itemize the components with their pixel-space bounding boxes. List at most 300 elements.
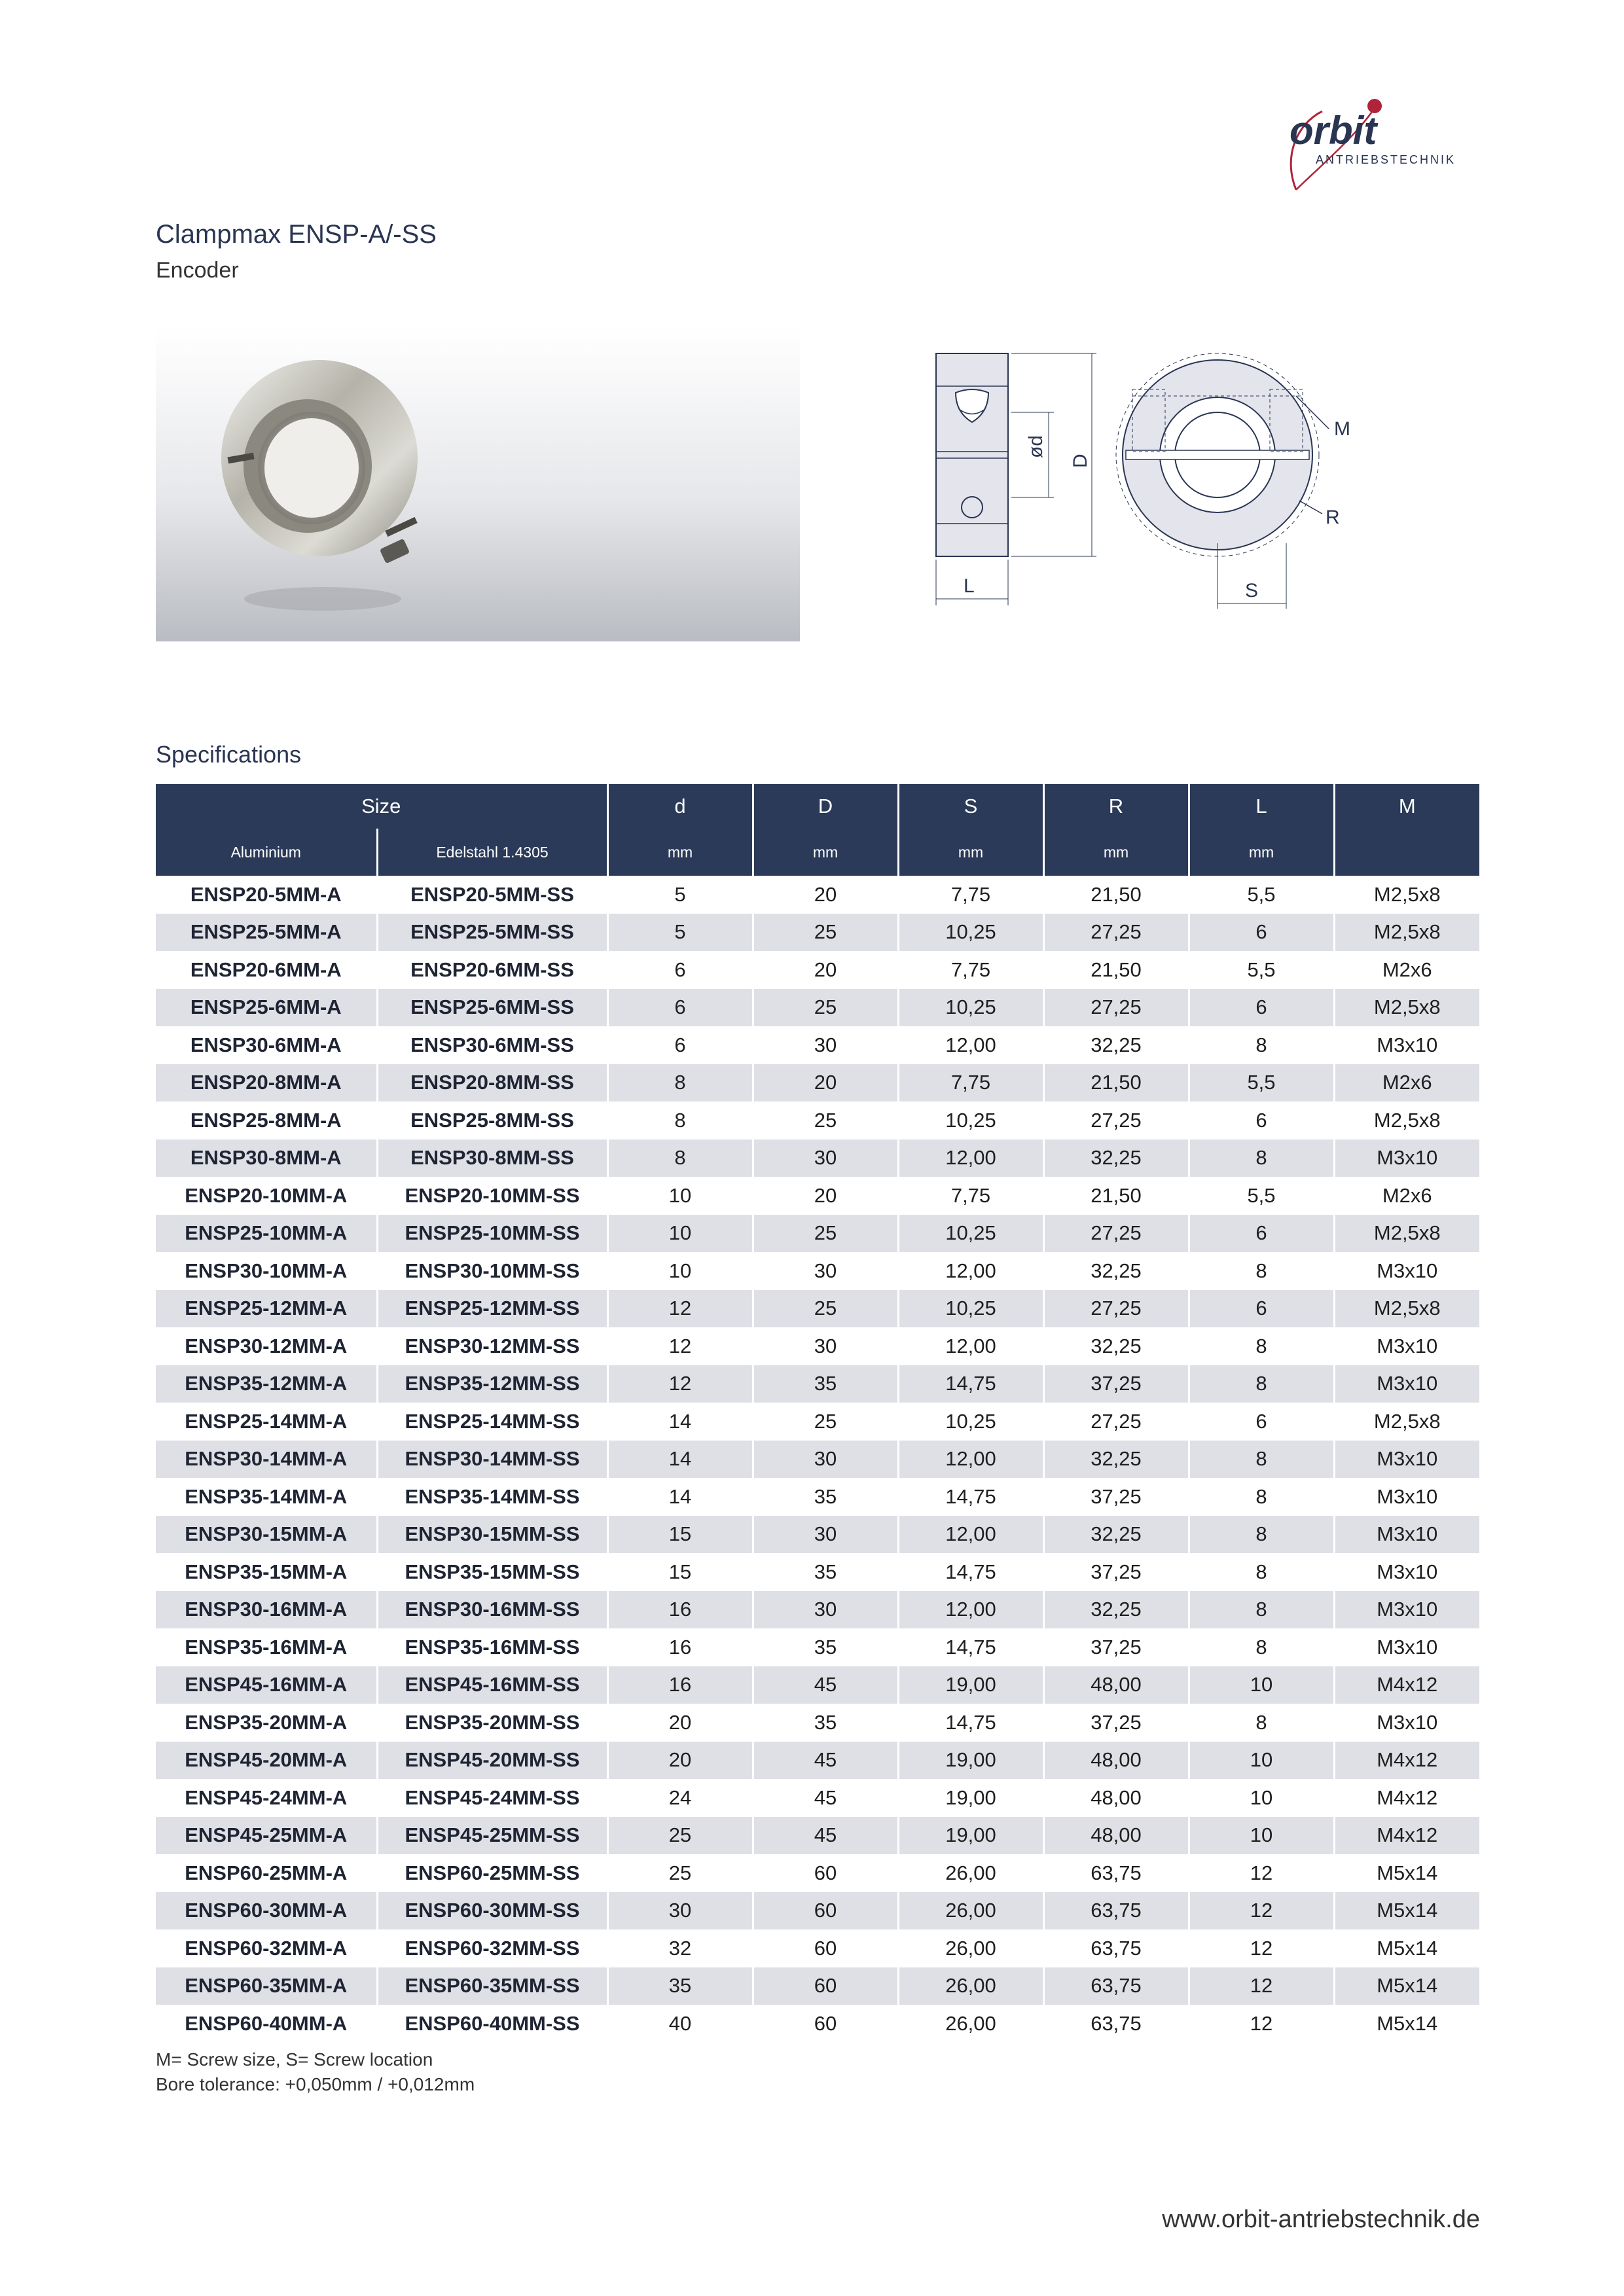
cell-d: 14 <box>607 1441 753 1479</box>
unit-M <box>1334 829 1479 876</box>
cell-d: 30 <box>607 1892 753 1930</box>
cell-S: 14,75 <box>898 1704 1043 1742</box>
cell-M: M3x10 <box>1334 1704 1479 1742</box>
cell-M: M4x12 <box>1334 1779 1479 1817</box>
cell-edelstahl: ENSP45-24MM-SS <box>377 1779 607 1817</box>
unit-R: mm <box>1043 829 1189 876</box>
table-row <box>156 1516 1479 1554</box>
cell-d: 14 <box>607 1403 753 1441</box>
cell-aluminium: ENSP60-25MM-A <box>185 1861 348 1884</box>
cell-M: M2,5x8 <box>1334 876 1479 914</box>
cell-d: 12 <box>607 1365 753 1403</box>
cell-D: 30 <box>753 1441 898 1479</box>
header-R: R <box>1043 784 1189 829</box>
cell-d: 15 <box>607 1516 753 1554</box>
cell-M: M2x6 <box>1334 951 1479 989</box>
cell-D: 20 <box>753 951 898 989</box>
cell-aluminium: ENSP30-12MM-A <box>185 1334 348 1357</box>
cell-D: 30 <box>753 1591 898 1629</box>
cell-edelstahl: ENSP35-12MM-SS <box>377 1365 607 1403</box>
cell-aluminium: ENSP35-16MM-A <box>185 1635 348 1659</box>
cell-S: 26,00 <box>898 1854 1043 1892</box>
unit-S: mm <box>898 829 1043 876</box>
cell-D: 60 <box>753 1892 898 1930</box>
cell-edelstahl: ENSP30-10MM-SS <box>377 1252 607 1290</box>
cell-R: 48,00 <box>1043 1779 1189 1817</box>
table-row <box>156 876 1479 914</box>
cell-S: 12,00 <box>898 1516 1043 1554</box>
cell-edelstahl: ENSP20-10MM-SS <box>377 1177 607 1215</box>
table-row <box>156 1252 1479 1290</box>
header-M: M <box>1334 784 1479 829</box>
cell-d: 20 <box>607 1742 753 1780</box>
cell-edelstahl: ENSP60-35MM-SS <box>377 1967 607 2005</box>
header-aluminium: Aluminium <box>156 829 377 876</box>
table-row <box>156 1591 1479 1629</box>
cell-R: 37,25 <box>1043 1553 1189 1591</box>
cell-L: 5,5 <box>1189 1064 1334 1102</box>
cell-R: 37,25 <box>1043 1628 1189 1666</box>
cell-L: 10 <box>1189 1666 1334 1704</box>
cell-aluminium: ENSP45-20MM-A <box>156 1742 377 1780</box>
cell-edelstahl: ENSP60-40MM-SS <box>377 2005 607 2043</box>
cell-aluminium: ENSP25-5MM-A <box>156 914 377 952</box>
cell-R: 37,25 <box>1043 1704 1189 1742</box>
table-row <box>156 1327 1479 1365</box>
cell-edelstahl: ENSP45-16MM-SS <box>377 1666 607 1704</box>
cell-aluminium: ENSP35-20MM-A <box>185 1710 348 1734</box>
cell-S: 7,75 <box>898 1064 1043 1102</box>
table-row <box>156 1365 1479 1403</box>
cell-L: 6 <box>1189 1403 1334 1441</box>
cell-M: M3x10 <box>1334 1516 1479 1554</box>
product-photo <box>156 327 800 641</box>
cell-L: 6 <box>1189 1102 1334 1139</box>
cell-d: 6 <box>607 1026 753 1064</box>
cell-D: 60 <box>753 1929 898 1967</box>
cell-M: M3x10 <box>1334 1139 1479 1177</box>
cell-aluminium: ENSP60-40MM-A <box>185 2011 348 2035</box>
cell-D: 25 <box>753 1290 898 1328</box>
cell-edelstahl: ENSP45-25MM-SS <box>377 1817 607 1855</box>
cell-L: 8 <box>1189 1704 1334 1742</box>
table-row <box>156 1026 1479 1064</box>
cell-M: M3x10 <box>1334 1553 1479 1591</box>
cell-R: 27,25 <box>1043 989 1189 1027</box>
cell-R: 37,25 <box>1043 1365 1189 1403</box>
cell-aluminium: ENSP60-32MM-A <box>185 1936 348 1960</box>
technical-drawing <box>929 347 1401 615</box>
logo-brand: orbit <box>1290 109 1377 152</box>
specifications-table-body <box>156 876 1479 2043</box>
cell-aluminium: ENSP45-25MM-A <box>156 1817 377 1855</box>
cell-S: 14,75 <box>898 1365 1043 1403</box>
cell-D: 20 <box>753 876 898 914</box>
cell-S: 14,75 <box>898 1553 1043 1591</box>
orbit-logo-graphic <box>1276 98 1486 209</box>
orbit-logo <box>1276 98 1486 209</box>
table-row <box>156 951 1479 989</box>
cell-R: 27,25 <box>1043 1290 1189 1328</box>
cell-L: 8 <box>1189 1516 1334 1554</box>
header-d: d <box>607 784 753 829</box>
cell-edelstahl: ENSP30-15MM-SS <box>377 1516 607 1554</box>
cell-d: 5 <box>607 876 753 914</box>
table-row <box>156 1704 1479 1742</box>
cell-L: 6 <box>1189 1215 1334 1253</box>
cell-D: 30 <box>753 1139 898 1177</box>
cell-L: 8 <box>1189 1327 1334 1365</box>
cell-edelstahl: ENSP20-5MM-SS <box>377 876 607 914</box>
cell-R: 63,75 <box>1043 1854 1189 1892</box>
table-row <box>156 1628 1479 1666</box>
table-row <box>156 1441 1479 1479</box>
cell-D: 35 <box>753 1478 898 1516</box>
cell-L: 8 <box>1189 1553 1334 1591</box>
label-R: R <box>1326 507 1340 528</box>
cell-M: M5x14 <box>1334 1967 1479 2005</box>
cell-M: M2,5x8 <box>1334 1290 1479 1328</box>
cell-edelstahl: ENSP25-8MM-SS <box>377 1102 607 1139</box>
cell-R: 32,25 <box>1043 1327 1189 1365</box>
cell-R: 32,25 <box>1043 1591 1189 1629</box>
cell-D: 25 <box>753 914 898 952</box>
cell-R: 37,25 <box>1043 1478 1189 1516</box>
cell-M: M2,5x8 <box>1334 1403 1479 1441</box>
cell-M: M3x10 <box>1334 1252 1479 1290</box>
cell-M: M5x14 <box>1334 1929 1479 1967</box>
cell-S: 10,25 <box>898 1215 1043 1253</box>
table-row <box>156 1139 1479 1177</box>
cell-d: 16 <box>607 1666 753 1704</box>
header-size: Size <box>156 784 607 829</box>
cell-D: 45 <box>753 1666 898 1704</box>
cell-L: 12 <box>1189 1929 1334 1967</box>
table-row <box>156 1177 1479 1215</box>
table-row <box>156 914 1479 952</box>
cell-M: M3x10 <box>1334 1365 1479 1403</box>
cell-R: 32,25 <box>1043 1516 1189 1554</box>
cell-M: M3x10 <box>1334 1591 1479 1629</box>
cell-D: 35 <box>753 1628 898 1666</box>
label-L: L <box>964 575 975 597</box>
cell-S: 12,00 <box>898 1252 1043 1290</box>
cell-aluminium: ENSP25-8MM-A <box>190 1108 342 1132</box>
table-row <box>156 1102 1479 1139</box>
cell-d: 35 <box>607 1967 753 2005</box>
header-L: L <box>1189 784 1334 829</box>
cell-R: 32,25 <box>1043 1441 1189 1479</box>
cell-aluminium: ENSP25-6MM-A <box>156 989 377 1027</box>
cell-L: 12 <box>1189 1967 1334 2005</box>
cell-L: 5,5 <box>1189 951 1334 989</box>
cell-L: 8 <box>1189 1441 1334 1479</box>
header-D: D <box>753 784 898 829</box>
table-row <box>156 1779 1479 1817</box>
cell-S: 19,00 <box>898 1742 1043 1780</box>
cell-R: 63,75 <box>1043 1929 1189 1967</box>
cell-edelstahl: ENSP30-6MM-SS <box>377 1026 607 1064</box>
cell-D: 45 <box>753 1742 898 1780</box>
label-od: ød <box>1025 435 1047 458</box>
cell-d: 14 <box>607 1478 753 1516</box>
cell-M: M5x14 <box>1334 1854 1479 1892</box>
cell-edelstahl: ENSP35-20MM-SS <box>377 1704 607 1742</box>
cell-d: 8 <box>607 1064 753 1102</box>
cell-D: 45 <box>753 1779 898 1817</box>
cell-M: M2,5x8 <box>1334 914 1479 952</box>
cell-S: 7,75 <box>898 1177 1043 1215</box>
cell-aluminium: ENSP30-14MM-A <box>156 1441 377 1479</box>
cell-R: 27,25 <box>1043 1403 1189 1441</box>
cell-R: 27,25 <box>1043 914 1189 952</box>
cell-d: 25 <box>607 1854 753 1892</box>
table-row <box>156 1290 1479 1328</box>
cell-R: 63,75 <box>1043 1967 1189 2005</box>
cell-M: M3x10 <box>1334 1441 1479 1479</box>
cell-L: 12 <box>1189 2005 1334 2043</box>
cell-L: 8 <box>1189 1026 1334 1064</box>
cell-L: 10 <box>1189 1742 1334 1780</box>
cell-aluminium: ENSP25-12MM-A <box>156 1290 377 1328</box>
cell-L: 8 <box>1189 1365 1334 1403</box>
footnotes <box>156 2047 475 2097</box>
cell-aluminium: ENSP30-6MM-A <box>190 1033 342 1056</box>
cell-d: 15 <box>607 1553 753 1591</box>
cell-edelstahl: ENSP60-30MM-SS <box>377 1892 607 1930</box>
unit-L: mm <box>1189 829 1334 876</box>
cell-edelstahl: ENSP20-8MM-SS <box>377 1064 607 1102</box>
cell-edelstahl: ENSP25-12MM-SS <box>377 1290 607 1328</box>
cell-d: 8 <box>607 1139 753 1177</box>
table-row <box>156 1817 1479 1855</box>
table-row <box>156 1929 1479 1967</box>
cell-R: 27,25 <box>1043 1215 1189 1253</box>
cell-M: M5x14 <box>1334 2005 1479 2043</box>
cell-M: M5x14 <box>1334 1892 1479 1930</box>
clamp-collar-image <box>156 327 800 641</box>
cell-L: 5,5 <box>1189 876 1334 914</box>
cell-R: 27,25 <box>1043 1102 1189 1139</box>
table-row <box>156 1403 1479 1441</box>
cell-M: M2,5x8 <box>1334 1102 1479 1139</box>
cell-R: 48,00 <box>1043 1817 1189 1855</box>
cell-aluminium: ENSP45-16MM-A <box>156 1666 377 1704</box>
table-row <box>156 1666 1479 1704</box>
cell-S: 19,00 <box>898 1779 1043 1817</box>
cell-S: 12,00 <box>898 1441 1043 1479</box>
cell-M: M2x6 <box>1334 1177 1479 1215</box>
cell-d: 12 <box>607 1290 753 1328</box>
specifications-heading: Specifications <box>156 741 302 768</box>
cell-d: 10 <box>607 1252 753 1290</box>
cell-R: 21,50 <box>1043 1064 1189 1102</box>
unit-D: mm <box>753 829 898 876</box>
cell-edelstahl: ENSP25-5MM-SS <box>377 914 607 952</box>
cell-L: 8 <box>1189 1628 1334 1666</box>
table-row <box>156 989 1479 1027</box>
cell-aluminium: ENSP20-6MM-A <box>190 958 342 981</box>
cell-D: 30 <box>753 1026 898 1064</box>
cell-edelstahl: ENSP30-14MM-SS <box>377 1441 607 1479</box>
cell-S: 14,75 <box>898 1628 1043 1666</box>
cell-d: 16 <box>607 1628 753 1666</box>
cell-aluminium: ENSP30-15MM-A <box>156 1516 377 1554</box>
cell-M: M2x6 <box>1334 1064 1479 1102</box>
cell-d: 24 <box>607 1779 753 1817</box>
cell-L: 6 <box>1189 1290 1334 1328</box>
cell-L: 10 <box>1189 1817 1334 1855</box>
cell-D: 25 <box>753 1102 898 1139</box>
cell-d: 25 <box>607 1817 753 1855</box>
dimension-diagram <box>929 347 1401 615</box>
table-row <box>156 1478 1479 1516</box>
cell-L: 5,5 <box>1189 1177 1334 1215</box>
cell-aluminium: ENSP60-35MM-A <box>156 1967 377 2005</box>
cell-M: M4x12 <box>1334 1666 1479 1704</box>
cell-d: 40 <box>607 2005 753 2043</box>
cell-M: M4x12 <box>1334 1742 1479 1780</box>
cell-d: 6 <box>607 989 753 1027</box>
cell-S: 10,25 <box>898 1102 1043 1139</box>
cell-L: 6 <box>1189 914 1334 952</box>
cell-d: 20 <box>607 1704 753 1742</box>
cell-aluminium: ENSP45-24MM-A <box>185 1785 348 1809</box>
unit-d: mm <box>607 829 753 876</box>
cell-D: 25 <box>753 989 898 1027</box>
label-M: M <box>1334 418 1350 440</box>
cell-D: 25 <box>753 1215 898 1253</box>
footnote-screw: M= Screw size, S= Screw location <box>156 2049 433 2070</box>
cell-aluminium: ENSP30-8MM-A <box>156 1139 377 1177</box>
table-row <box>156 2005 1479 2043</box>
table-row <box>156 1892 1479 1930</box>
cell-S: 7,75 <box>898 951 1043 989</box>
cell-D: 20 <box>753 1064 898 1102</box>
cell-L: 8 <box>1189 1478 1334 1516</box>
table-row <box>156 1742 1479 1780</box>
cell-M: M3x10 <box>1334 1478 1479 1516</box>
cell-D: 35 <box>753 1704 898 1742</box>
cell-S: 10,25 <box>898 1403 1043 1441</box>
cell-edelstahl: ENSP20-6MM-SS <box>377 951 607 989</box>
table-row <box>156 1854 1479 1892</box>
cell-M: M2,5x8 <box>1334 1215 1479 1253</box>
cell-d: 8 <box>607 1102 753 1139</box>
page-title: Clampmax ENSP-A/-SS <box>156 220 437 249</box>
cell-S: 26,00 <box>898 1892 1043 1930</box>
cell-S: 26,00 <box>898 1967 1043 2005</box>
specifications-table <box>156 784 1479 2043</box>
cell-L: 12 <box>1189 1854 1334 1892</box>
cell-S: 10,25 <box>898 1290 1043 1328</box>
cell-L: 8 <box>1189 1139 1334 1177</box>
cell-d: 5 <box>607 914 753 952</box>
cell-D: 60 <box>753 1967 898 2005</box>
cell-R: 48,00 <box>1043 1666 1189 1704</box>
cell-d: 10 <box>607 1215 753 1253</box>
cell-aluminium: ENSP60-30MM-A <box>156 1892 377 1930</box>
cell-D: 60 <box>753 1854 898 1892</box>
cell-S: 19,00 <box>898 1817 1043 1855</box>
cell-edelstahl: ENSP25-6MM-SS <box>377 989 607 1027</box>
cell-L: 6 <box>1189 989 1334 1027</box>
cell-edelstahl: ENSP35-15MM-SS <box>377 1553 607 1591</box>
cell-edelstahl: ENSP30-12MM-SS <box>377 1327 607 1365</box>
cell-L: 12 <box>1189 1892 1334 1930</box>
cell-D: 20 <box>753 1177 898 1215</box>
cell-M: M3x10 <box>1334 1327 1479 1365</box>
cell-R: 21,50 <box>1043 1177 1189 1215</box>
cell-edelstahl: ENSP60-32MM-SS <box>377 1929 607 1967</box>
table-row <box>156 1553 1479 1591</box>
cell-R: 32,25 <box>1043 1026 1189 1064</box>
cell-edelstahl: ENSP60-25MM-SS <box>377 1854 607 1892</box>
cell-d: 12 <box>607 1327 753 1365</box>
page-subtitle: Encoder <box>156 258 239 283</box>
cell-S: 12,00 <box>898 1591 1043 1629</box>
cell-L: 8 <box>1189 1252 1334 1290</box>
cell-S: 14,75 <box>898 1478 1043 1516</box>
cell-S: 10,25 <box>898 914 1043 952</box>
label-S: S <box>1245 580 1259 601</box>
cell-L: 10 <box>1189 1779 1334 1817</box>
cell-edelstahl: ENSP45-20MM-SS <box>377 1742 607 1780</box>
cell-aluminium: ENSP30-16MM-A <box>156 1591 377 1629</box>
cell-aluminium: ENSP30-10MM-A <box>185 1259 348 1282</box>
logo-tagline: ANTRIEBSTECHNIK <box>1316 153 1456 166</box>
cell-aluminium: ENSP35-12MM-A <box>156 1365 377 1403</box>
cell-R: 63,75 <box>1043 1892 1189 1930</box>
cell-M: M4x12 <box>1334 1817 1479 1855</box>
cell-aluminium: ENSP25-14MM-A <box>185 1409 348 1433</box>
cell-D: 60 <box>753 2005 898 2043</box>
cell-edelstahl: ENSP25-14MM-SS <box>377 1403 607 1441</box>
cell-edelstahl: ENSP30-16MM-SS <box>377 1591 607 1629</box>
cell-D: 25 <box>753 1403 898 1441</box>
cell-D: 30 <box>753 1327 898 1365</box>
cell-D: 30 <box>753 1252 898 1290</box>
label-D: D <box>1070 454 1091 468</box>
cell-d: 16 <box>607 1591 753 1629</box>
header-S: S <box>898 784 1043 829</box>
cell-aluminium: ENSP20-8MM-A <box>156 1064 377 1102</box>
cell-R: 32,25 <box>1043 1139 1189 1177</box>
cell-S: 19,00 <box>898 1666 1043 1704</box>
cell-aluminium: ENSP20-5MM-A <box>190 882 342 906</box>
cell-edelstahl: ENSP30-8MM-SS <box>377 1139 607 1177</box>
cell-M: M2,5x8 <box>1334 989 1479 1027</box>
cell-D: 30 <box>753 1516 898 1554</box>
cell-R: 48,00 <box>1043 1742 1189 1780</box>
table-row <box>156 1064 1479 1102</box>
cell-S: 7,75 <box>898 876 1043 914</box>
cell-S: 12,00 <box>898 1026 1043 1064</box>
cell-R: 63,75 <box>1043 2005 1189 2043</box>
cell-aluminium: ENSP35-15MM-A <box>185 1560 348 1583</box>
cell-S: 12,00 <box>898 1139 1043 1177</box>
cell-D: 35 <box>753 1553 898 1591</box>
cell-d: 6 <box>607 951 753 989</box>
cell-M: M3x10 <box>1334 1628 1479 1666</box>
cell-d: 10 <box>607 1177 753 1215</box>
cell-d: 32 <box>607 1929 753 1967</box>
footnote-tolerance: Bore tolerance: +0,050mm / +0,012mm <box>156 2074 475 2094</box>
footer-website-link[interactable]: www.orbit-antriebstechnik.de <box>1162 2206 1480 2233</box>
cell-S: 26,00 <box>898 2005 1043 2043</box>
cell-R: 32,25 <box>1043 1252 1189 1290</box>
table-row <box>156 1215 1479 1253</box>
